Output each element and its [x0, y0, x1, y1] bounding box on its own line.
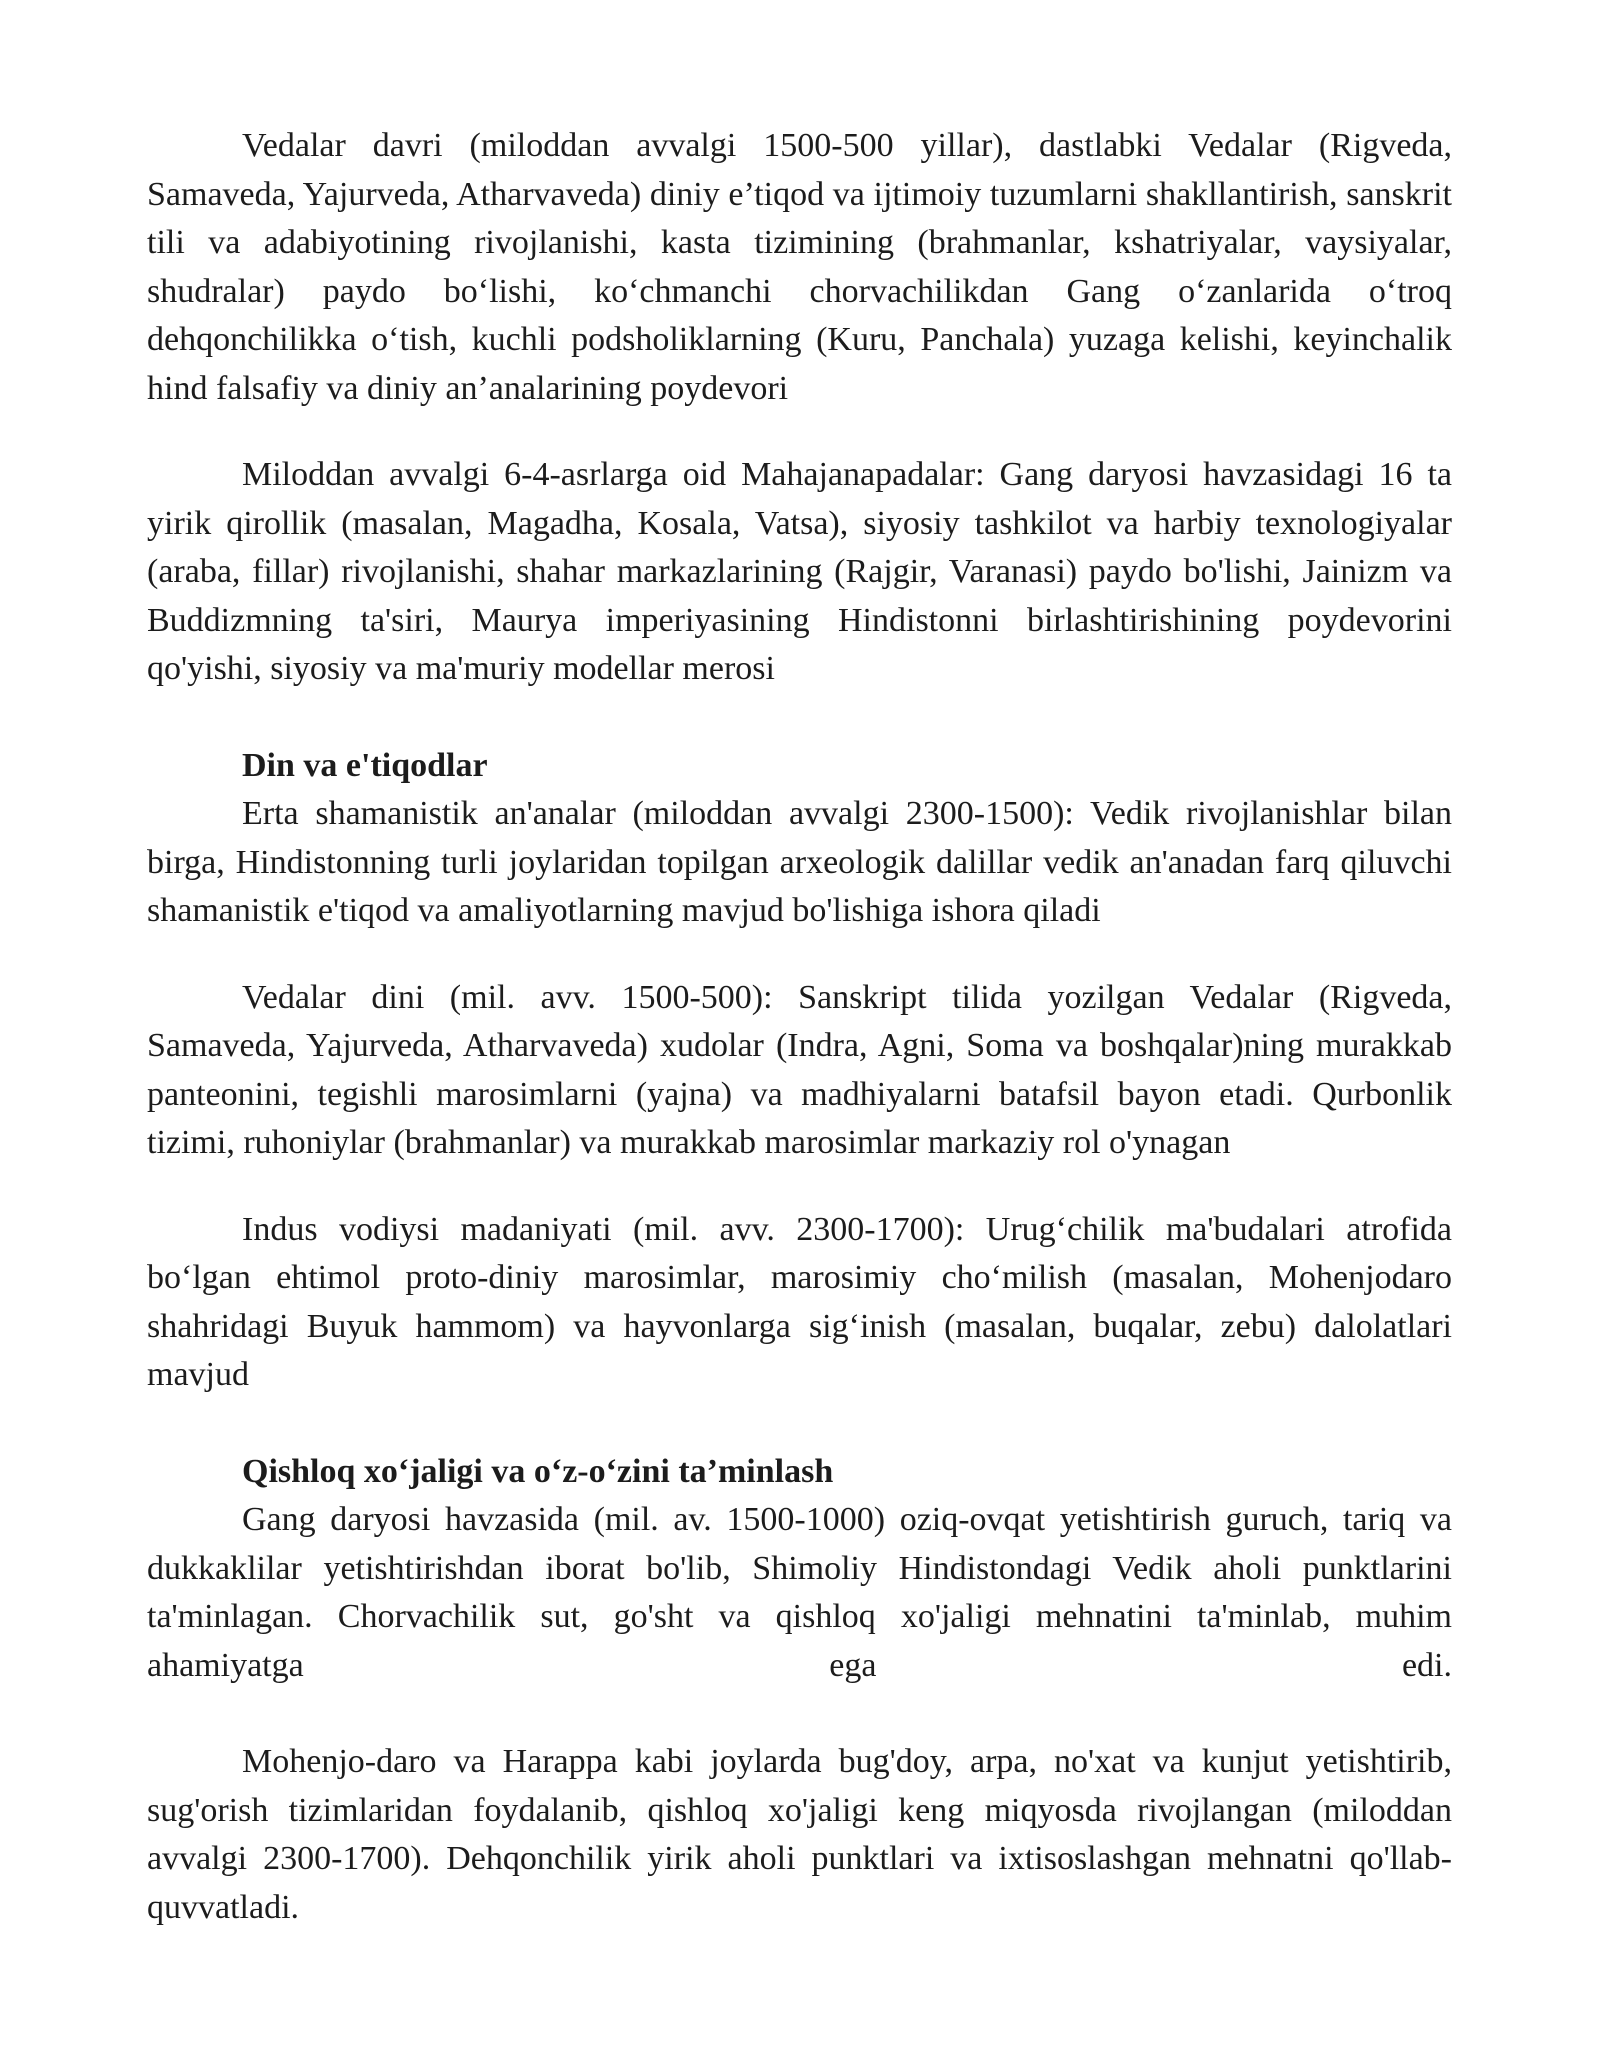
paragraph-indus-agriculture: Mohenjo-daro va Harappa kabi joylarda bug'doy, arpa, no'xat va kunjut yetishtirib, sug'orish tizimlaridan foydalanib, qishloq xo'jaligi keng miqyosda rivojlangan (miloddan avvalgi 2300-1700). Dehqonchilik yirik aholi punktlari va ixtisoslashgan mehnatni qo'llab-quvvatladi. — [147, 1743, 1452, 1926]
spacer — [147, 936, 1452, 974]
spacer — [147, 1168, 1452, 1206]
spacer — [147, 1690, 1452, 1738]
heading-agriculture: Qishloq xo‘jaligi va o‘z-o‘zini ta’minlash — [242, 1452, 834, 1490]
paragraph-mahajanapadas: Miloddan avvalgi 6-4-asrlarga oid Mahajanapadalar: Gang daryosi havzasidagi 16 ta yirik qirollik (masalan, Magadha, Kosala, Vatsa), siyosiy tashkilot va harbiy texnologiyalar (araba, fillar) rivojlanishi, shahar markazlarining (Rajgir, Varanasi) paydo bo'lishi, Jainizm va Buddizmning ta'siri, Maurya imperiyasining Hindistonni birlashtirishining poydevorini qo'yishi, siyosiy va ma'muriy modellar merosi — [147, 456, 1452, 687]
paragraph-shamanism: Erta shamanistik an'analar (miloddan avvalgi 2300-1500): Vedik rivojlanishlar bilan birga, Hindistonning turli joylaridan topilgan arxeologik dalillar vedik an'anadan farq qiluvchi shamanistik e'tiqod va amaliyotlarning mavjud bo'lishiga ishora qiladi — [147, 795, 1452, 929]
document-page — [147, 122, 1452, 1932]
paragraph-vedic-religion: Vedalar dini (mil. avv. 1500-500): Sanskript tilida yozilgan Vedalar (Rigveda, Samaveda, Yajurveda, Atharvaveda) xudolar (Indra, Agni, Soma va boshqalar)ning murakkab panteonini, tegishli marosimlarni (yajna) va madhiyalarni batafsil bayon etadi. Qurbonlik tizimi, ruhoniylar (brahmanlar) va murakkab marosimlar markaziy rol o'ynagan — [147, 978, 1452, 1161]
spacer — [147, 413, 1452, 451]
paragraph-indus-culture: Indus vodiysi madaniyati (mil. avv. 2300-1700): Urug‘chilik ma'budalari atrofida bo‘lgan ehtimol proto-diniy marosimlar, marosimiy cho‘milish (masalan, Mohenjodaro shahridagi Buyuk hammom) va hayvonlarga sig‘inish (masalan, buqalar, zebu) dalolatlari mavjud — [147, 1210, 1452, 1393]
paragraph-vedic-period: Vedalar davri (miloddan avvalgi 1500-500 yillar), dastlabki Vedalar (Rigveda, Samaveda, Yajurveda, Atharvaveda) diniy e’tiqod va ijtimoiy tuzumlarni shakllantirish, sanskrit tili va adabiyotining rivojlanishi, kasta tizimining (brahmanlar, kshatriyalar, vaysiyalar, shudralar) paydo bo‘lishi, ko‘chmanchi chorvachilikdan Gang o‘zanlarida o‘troq dehqonchilikka o‘tish, kuchli podsholiklarning (Kuru, Panchala) yuzaga kelishi, keyinchalik hind falsafiy va diniy an’analarining poydevori — [147, 127, 1452, 407]
heading-religion: Din va e'tiqodlar — [242, 746, 488, 784]
spacer — [147, 1400, 1452, 1448]
paragraph-ganges-agriculture: Gang daryosi havzasida (mil. av. 1500-1000) oziq-ovqat yetishtirish guruch, tariq va dukkaklilar yetishtirishdan iborat bo'lib, Shimoliy Hindistondagi Vedik aholi punktlarini ta'minlagan. Chorvachilik sut, go'sht va qishloq xo'jaligi mehnatini ta'minlab, muhim ahamiyatga ega edi. — [147, 1501, 1452, 1684]
spacer — [147, 694, 1452, 742]
